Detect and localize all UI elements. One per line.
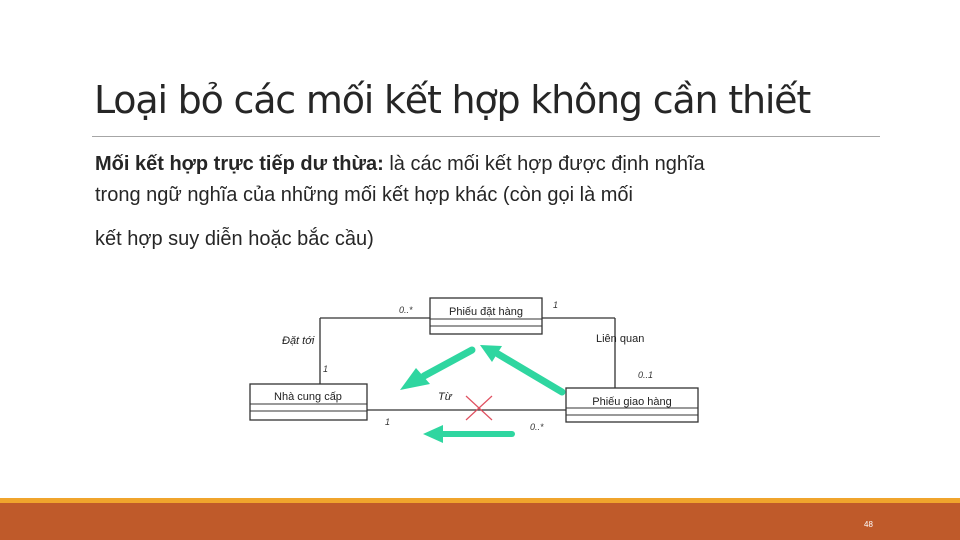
class-label-phieu-dat-hang: Phiếu đặt hàng [448, 306, 524, 318]
arrow-pgh-to-pdh [480, 345, 562, 392]
title-divider [92, 136, 880, 137]
body-line-1 [95, 153, 705, 176]
body-bold-term: Mối kết hợp trực tiếp dư thừa: [95, 153, 384, 175]
assoc-label-lien-quan: Liên quan [596, 333, 645, 345]
footer-bar [0, 503, 960, 540]
class-label-nha-cung-cap: Nhà cung cấp [274, 391, 342, 403]
class-phieu-dat-hang [430, 298, 542, 334]
multiplicity-pdh-left: 0..* [399, 305, 413, 315]
arrow-pgh-to-ncc-direct [423, 425, 512, 443]
multiplicity-pdh-right: 1 [553, 300, 559, 310]
multiplicity-ncc-bottom: 1 [385, 417, 391, 427]
arrow-pdh-to-ncc [400, 350, 472, 390]
redundant-cross-icon [466, 396, 492, 420]
multiplicity-ncc-top: 1 [323, 364, 329, 374]
body-line-1-rest: là các mối kết hợp được định nghĩa [383, 153, 705, 175]
class-label-phieu-giao-hang: Phiếu giao hàng [592, 396, 672, 408]
page-number: 48 [864, 520, 873, 529]
class-phieu-giao-hang [566, 388, 698, 422]
class-nha-cung-cap [250, 384, 367, 420]
uml-diagram [240, 288, 710, 448]
assoc-label-dat-toi: Đặt tới [282, 335, 315, 347]
multiplicity-pgh-bottom: 0..* [530, 422, 544, 432]
slide-title: Loại bỏ các mối kết hợp không cần thiết [94, 78, 811, 122]
body-line-2: trong ngữ nghĩa của những mối kết hợp khác (còn gọi là mối [95, 184, 633, 206]
multiplicity-pgh-top: 0..1 [638, 370, 654, 380]
body-line-3: kết hợp suy diễn hoặc bắc cầu) [95, 228, 374, 250]
assoc-label-tu: Từ [438, 391, 452, 403]
